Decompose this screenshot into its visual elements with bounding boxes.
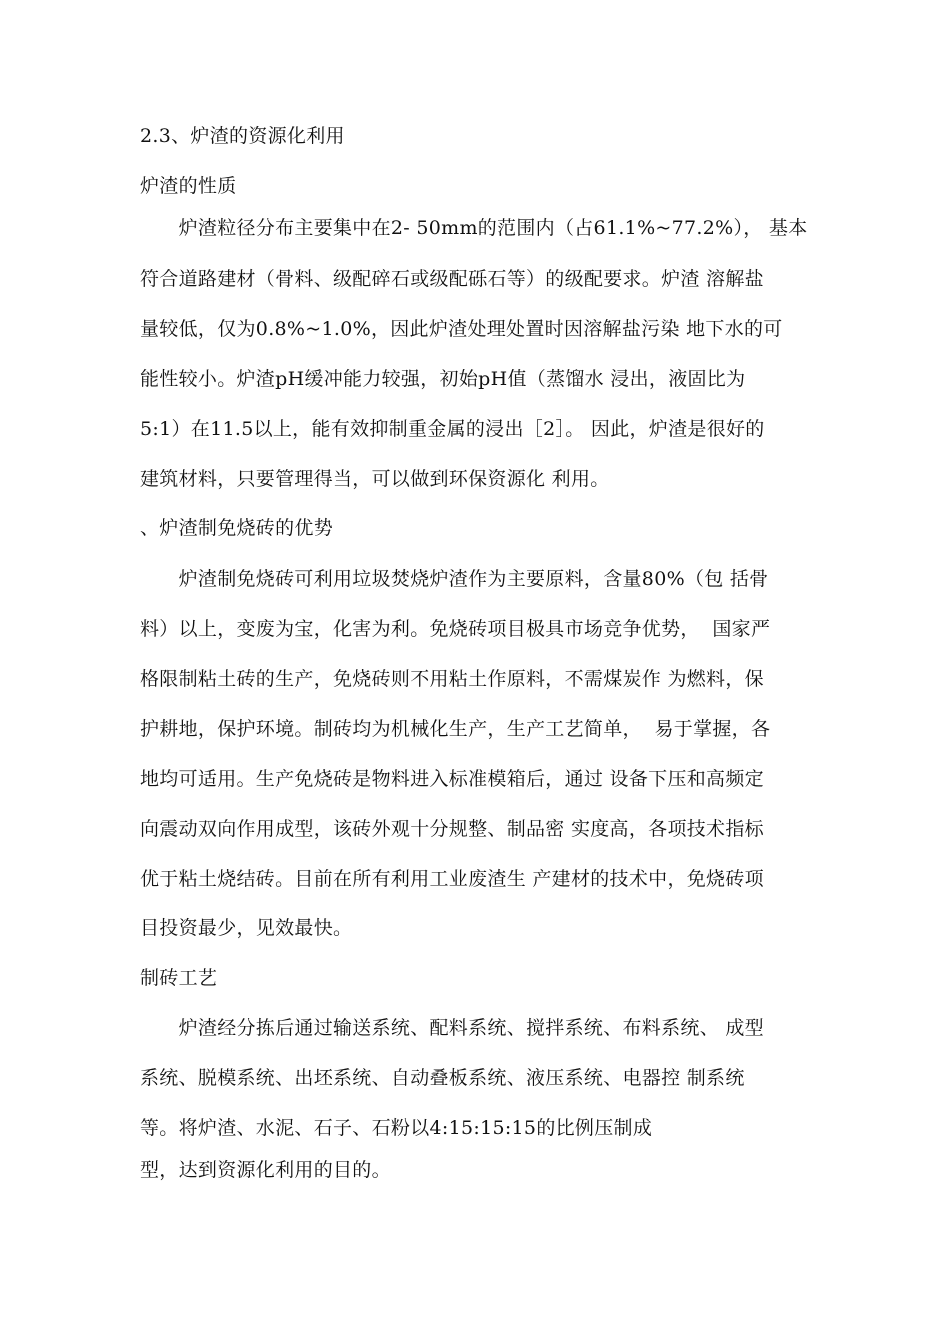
- subheading-brick-process: 制砖工艺: [140, 967, 218, 989]
- paragraph-line: 料）以上，变废为宝，化害为利。免烧砖项目极具市场竞争优势， 国家严: [140, 618, 771, 640]
- paragraph-line: 炉渣粒径分布主要集中在2- 50mm的范围内（占61.1%~77.2%）， 基本: [140, 217, 808, 239]
- paragraph-line: 护耕地，保护环境。制砖均为机械化生产，生产工艺简单， 易于掌握，各: [140, 718, 771, 740]
- paragraph-line: 系统、脱模系统、出坯系统、自动叠板系统、液压系统、电器控 制系统: [140, 1067, 745, 1089]
- paragraph-line: 型，达到资源化利用的目的。: [140, 1159, 391, 1181]
- paragraph-line: 目投资最少，见效最快。: [140, 917, 353, 939]
- paragraph-line: 符合道路建材（骨料、级配碎石或级配砾石等）的级配要求。炉渣 溶解盐: [140, 268, 764, 290]
- paragraph-line: 炉渣经分拣后通过输送系统、配料系统、搅拌系统、布料系统、 成型: [140, 1017, 764, 1039]
- subheading-brick-advantages: 、炉渣制免烧砖的优势: [140, 517, 334, 539]
- paragraph-line: 能性较小。炉渣pH缓冲能力较强，初始pH值（蒸馏水 浸出，液固比为: [140, 368, 746, 390]
- subheading-slag-properties: 炉渣的性质: [140, 175, 237, 197]
- paragraph-line: 向震动双向作用成型，该砖外观十分规整、制品密 实度高，各项技术指标: [140, 818, 764, 840]
- paragraph-line: 量较低，仅为0.8%~1.0%，因此炉渣处理处置时因溶解盐污染 地下水的可: [140, 318, 783, 340]
- paragraph-line: 5:1）在11.5以上，能有效抑制重金属的浸出［2］。 因此，炉渣是很好的: [140, 418, 765, 440]
- section-heading: 2.3、炉渣的资源化利用: [140, 125, 345, 147]
- paragraph-line: 地均可适用。生产免烧砖是物料进入标准模箱后，通过 设备下压和高频定: [140, 768, 764, 790]
- paragraph-line: 格限制粘土砖的生产，免烧砖则不用粘土作原料，不需煤炭作 为燃料，保: [140, 668, 764, 690]
- paragraph-line: 等。将炉渣、水泥、石子、石粉以4:15:15:15的比例压制成: [140, 1117, 653, 1139]
- paragraph-line: 优于粘土烧结砖。目前在所有利用工业废渣生 产建材的技术中，免烧砖项: [140, 868, 764, 890]
- paragraph-line: 炉渣制免烧砖可利用垃圾焚烧炉渣作为主要原料，含量80%（包 括骨: [140, 568, 769, 590]
- paragraph-line: 建筑材料，只要管理得当，可以做到环保资源化 利用。: [140, 468, 610, 490]
